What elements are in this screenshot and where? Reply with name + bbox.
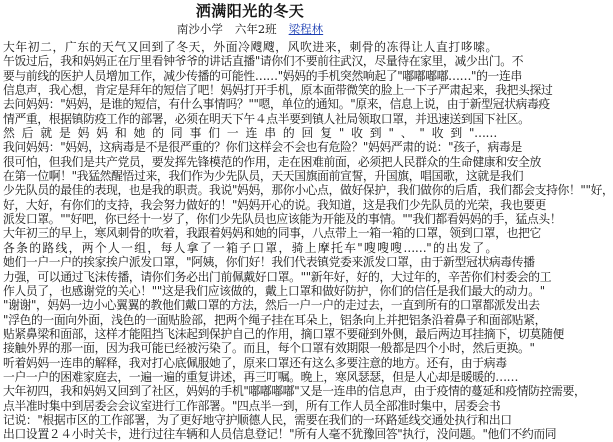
text-line: "谢谢"，妈妈一边小心翼翼的教他们戴口罩的方法，然后一户一户的走过去，一直到所有的口罩都派发出去 xyxy=(3,298,540,313)
text-line: 作人员了，也感谢党的关心！""这是我们应该做的，戴上口罩和做好防护，你们的信任是我们最大的动力。" xyxy=(3,283,545,298)
text-line: 听着妈妈一连串的解释，我对打心底佩服她了，原来口罩还有这么多要注意的地方。还有，由于病毒 xyxy=(3,355,507,370)
text-line: 接触外界的那一面，因为我可能已经被污染了。而且，每个口罩有效期限一般都是四个小时，然后更换。" xyxy=(3,341,535,356)
essay-body xyxy=(3,40,613,442)
text-line: 力强，可以通过飞沫传播，请你们务必出门前佩戴好口罩。""新年好，好的，大过年的，辛苦你们村委会的工 xyxy=(3,269,552,284)
text-line: 大年初四，我和妈妈又回到了社区，妈妈的手机"嘟嘟嘟嘟"又是一连串的信息声，由于疫情的蔓延和疫情防控需要， xyxy=(3,384,586,399)
text-line: 要与前线的医护人员增加工作，减少传播的可能性……"妈妈的手机突然响起了"嘟嘟嘟嘟……"的一连串 xyxy=(3,68,522,83)
text-line: 记说："根据市区的工作部署，为了更好地守护顺德人民，需要在我们的一环路延线交通处执行和出口 xyxy=(3,412,512,427)
text-line: 一户一户的困难家庭去，一遍一遍的重复讲述，再三叮嘱。晚上，寒风瑟瑟，但是人心却是暖暖的…… xyxy=(3,369,519,384)
text-line: "浮色的一面向外面，浅色的一面贴脸部，把两个绳子挂在耳朵上，铝条向上并把铝条沿着鼻子和面部贴紧， xyxy=(3,312,547,327)
text-line: 情严重，根据镇防疫工作的部署，必须在明天下午４点半要到镇人社局领取口罩，并迅速送到国下社区。 xyxy=(3,111,530,126)
text-line: 各条的路线，两个人一组，每人拿了一箱子口罩，骑上摩托车"嗖嗖嗖……"的出发了。 xyxy=(3,240,497,255)
text-line: 信息声，我心想，肯定是拜年的短信了吧！妈妈打开手机，原本面带微笑的脸上一下子严肃起来，我把头探过 xyxy=(3,83,553,98)
text-line: 然后就是妈妈和她的同事们一连串的回复"收到"、"收到"…… xyxy=(3,126,497,141)
text-line: 派发口罩。""好吧，你已经十一岁了，你们少先队员也应该能为开能及的事情。""我们都看妈妈的手，猛点头！ xyxy=(3,212,562,227)
byline xyxy=(0,22,500,36)
text-line: 大年初二，广东的天气又回到了冬天，外面冷飕飕，风吹进来，刺骨的冻得让人直打哆嗦。 xyxy=(3,40,497,54)
text-line: 去问妈妈："妈妈，是谁的短信，有什么事情吗？""嗯，单位的通知。"原来，信息上说，由于新型冠状病毒疫 xyxy=(3,97,550,112)
text-line: 午饭过后，我和妈妈正在厅里看钟爷爷的讲话直播"请你们不要前往武汉，尽量待在家里，减少出门。不 xyxy=(3,54,524,69)
text-line: 贴紧鼻梁和面部，这样才能阻挡飞沫起到保护自己的作用，摘口罩不要碰到外侧，最后两边耳挂摘下，切莫随便 xyxy=(3,326,564,341)
text-line: 好，大好，有你们的支持，我会努力做好的！"妈妈开心的说。我知道，这是我们少先队员的光荣，我也要更 xyxy=(3,197,547,212)
text-line: 她们一户一户的挨家挨户派发口罩，"阿姨，你们好！我们代表镇党委来派发口罩，由于新型冠状病毒传播 xyxy=(3,255,535,270)
author-name-link[interactable]: 梁程林 xyxy=(288,22,324,36)
text-line: 大年初三的早上，寒风刺骨的吹着，我跟着妈妈和她的同事，八点带上一箱一箱的口罩，领到口罩，也把它 xyxy=(3,226,542,241)
text-line: 出口设置２４小时关卡，进行过往车辆和人员信息登记！"所有人毫不犹豫回答"执行，没问题。"他们不约而同 xyxy=(3,427,557,442)
class-name: 六年2班 xyxy=(234,22,277,36)
text-line: 我问妈妈："妈妈，这病毒是不是很严重的？你们这样会不会也有危险？"妈妈严肃的说："孩子，病毒是 xyxy=(3,140,522,155)
school-name: 南沙小学 xyxy=(176,22,223,36)
text-line: 很可怕，但我们是共产党员，要发挥先锋模范的作用，走在困难前面，必须把人民群众的生命健康和安全放 xyxy=(3,154,542,169)
text-line: 少先队员的最佳的表现，也是我的职责。我说"妈妈，那你小心点，做好保护，我们做你的后盾，我们都会支持你！""好， xyxy=(3,183,613,198)
essay-title: 洒满阳光的冬天 xyxy=(195,2,305,20)
text-line: 在第一位啊！"我猛然醒悟过来，我们作为少先队员，天天国旗面前宣誓，升国旗，唱国歌，这就是我们 xyxy=(3,169,524,184)
text-line: 点半准时集中到居委会会议室进行工作部署。"四点半一到，所有工作人员全部准时集中，居委会书 xyxy=(3,398,501,413)
